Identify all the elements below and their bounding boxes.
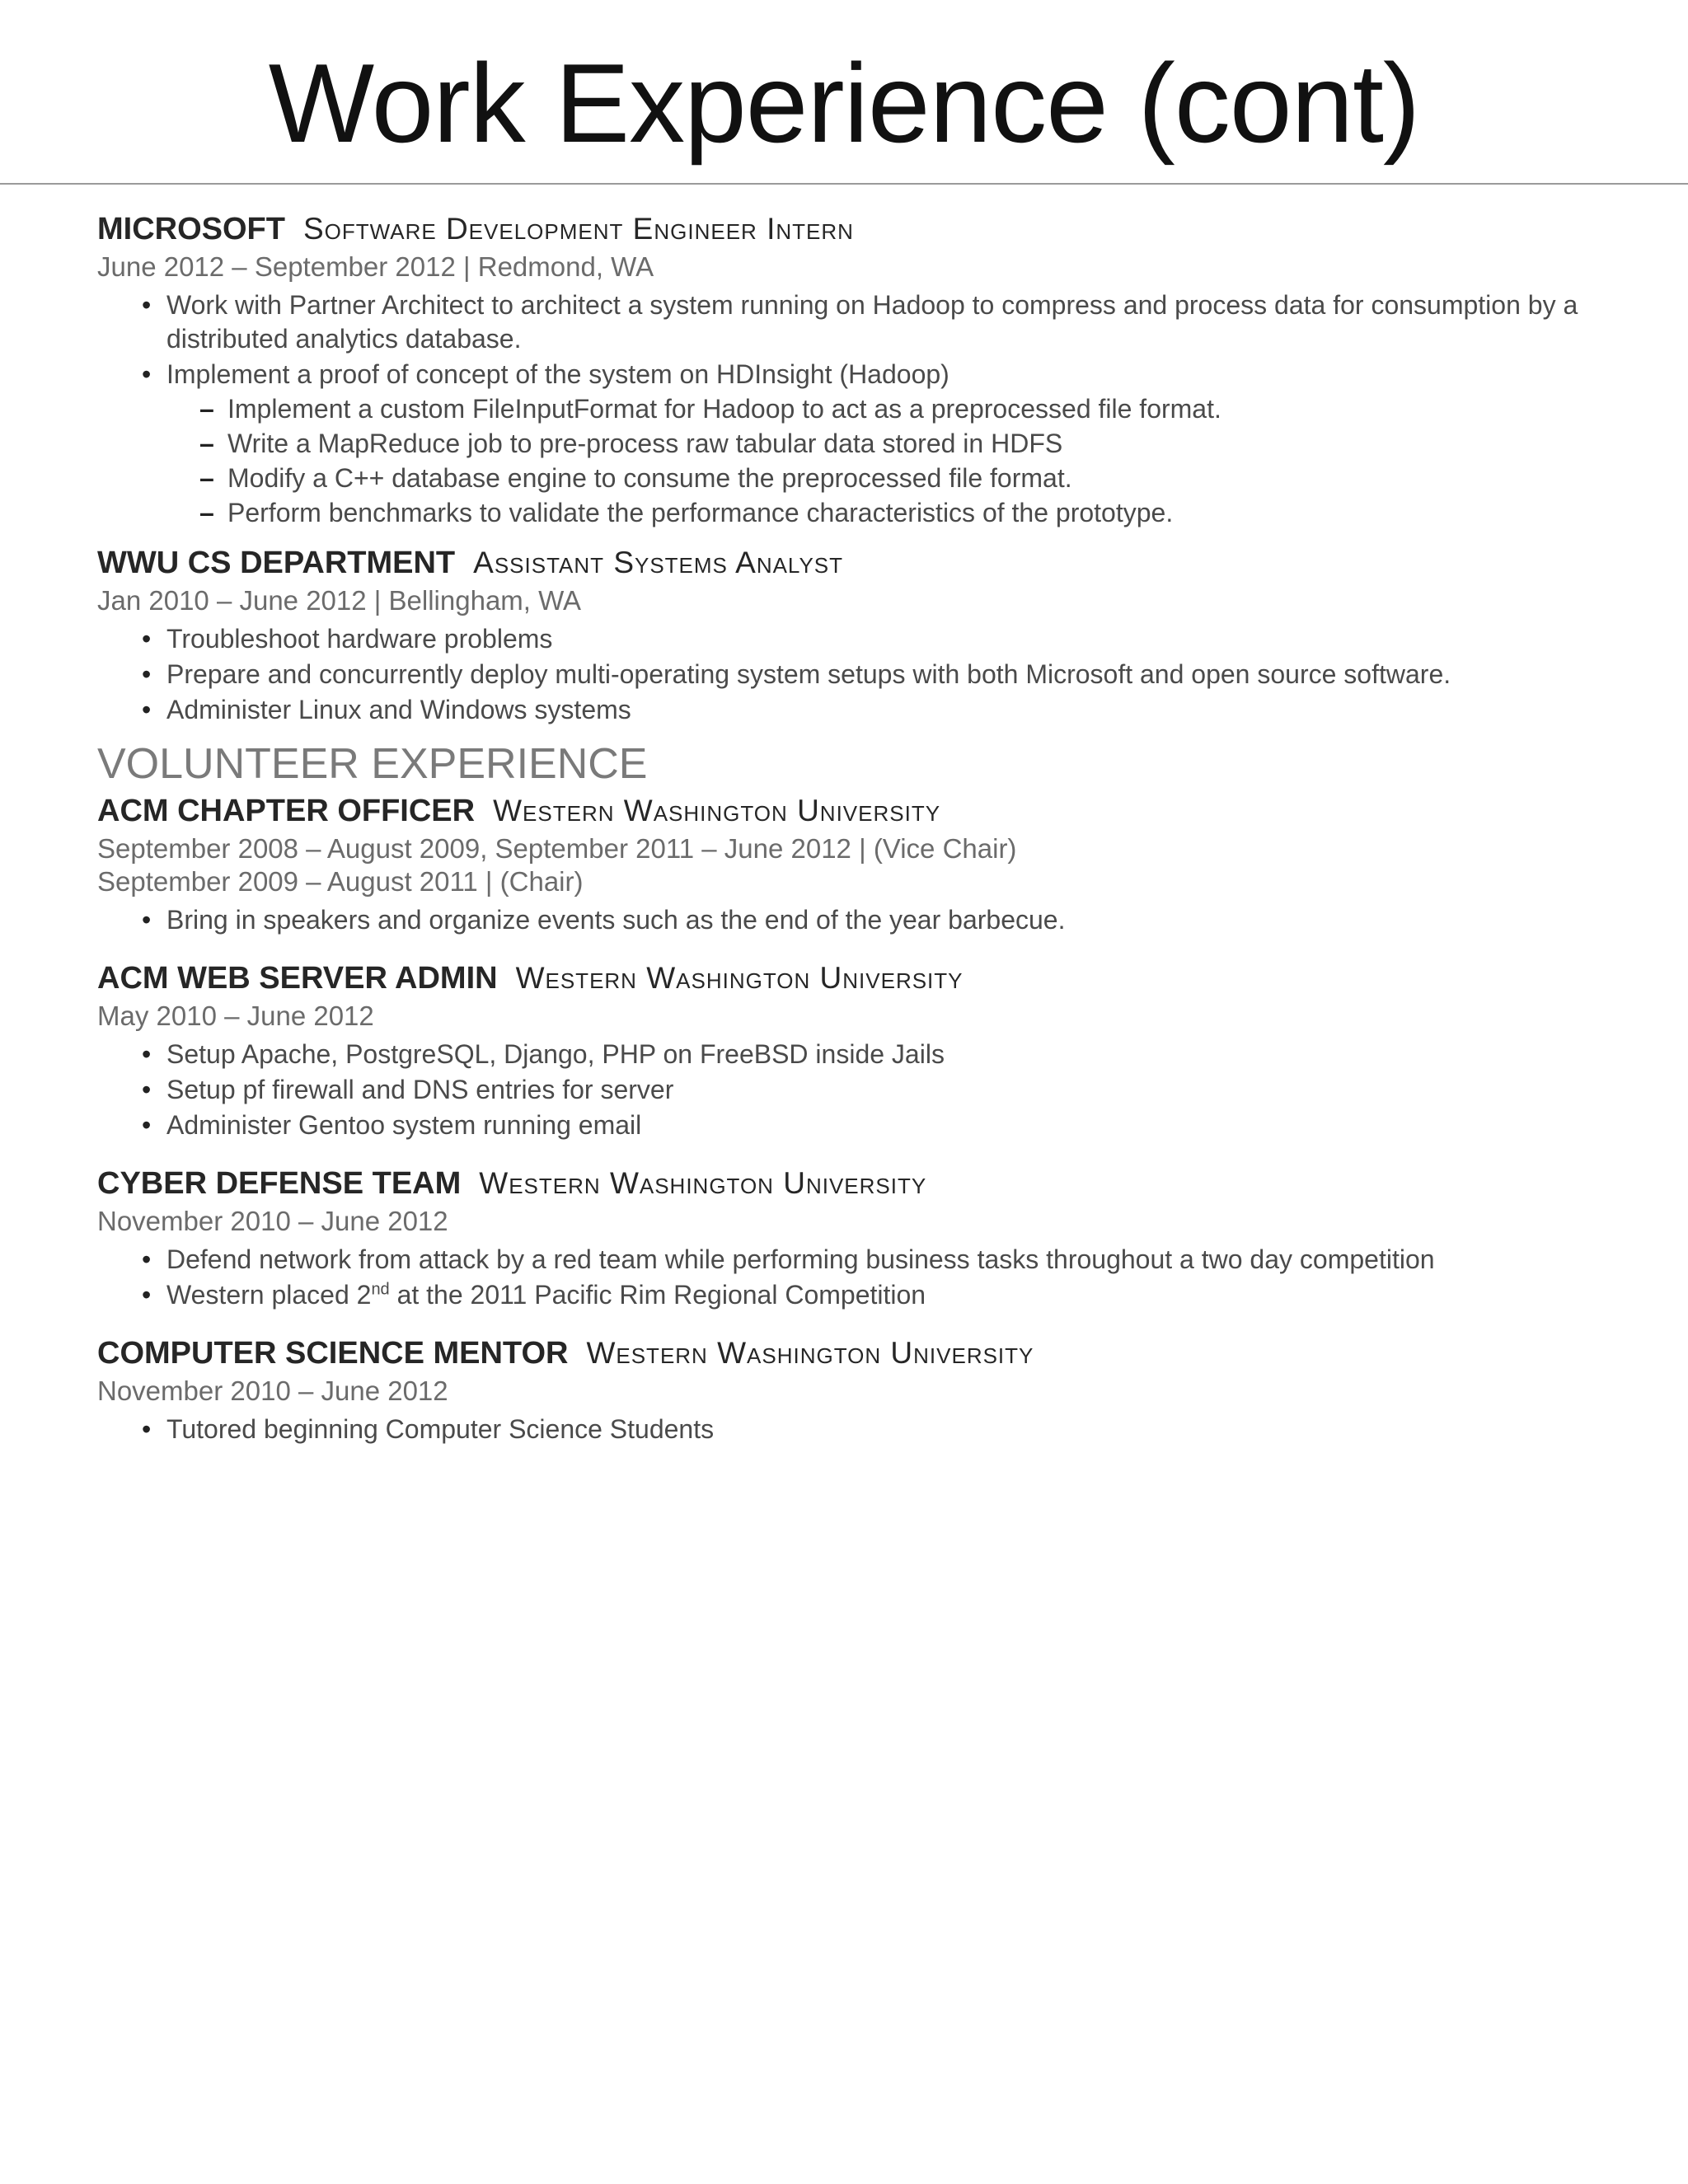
list-item	[142, 1038, 1597, 1071]
entry-header	[97, 208, 1597, 251]
bullet-text: Prepare and concurrently deploy multi-operating system setups with both Microsoft and open source software.	[166, 659, 1451, 689]
role-title: Assistant Systems Analyst	[473, 546, 844, 579]
bullet-icon: •	[142, 1110, 152, 1140]
entry-header	[97, 957, 1597, 1000]
entry-header	[97, 1332, 1597, 1375]
bullet-text: Setup pf firewall and DNS entries for server	[166, 1075, 674, 1104]
bullet-list	[97, 1038, 1597, 1142]
resume-content	[97, 208, 1597, 1458]
sub-bullet-text: Write a MapReduce job to pre-process raw tabular data stored in HDFS	[227, 429, 1063, 458]
organization-name: ACM WEB SERVER ADMIN	[97, 961, 498, 996]
bullet-list	[97, 1243, 1597, 1312]
entry-dates-location: June 2012 – September 2012 | Redmond, WA	[97, 251, 654, 282]
list-item	[142, 1413, 1597, 1446]
entry-dates: May 2010 – June 2012	[97, 1001, 374, 1031]
bullet-icon: •	[142, 1075, 152, 1104]
bullet-icon: •	[142, 905, 152, 935]
role-title: Western Washington University	[479, 1166, 927, 1200]
list-item	[142, 1073, 1597, 1107]
bullet-icon: •	[142, 1414, 152, 1444]
organization-name: CYBER DEFENSE TEAM	[97, 1166, 462, 1201]
list-item	[142, 903, 1597, 937]
list-item	[142, 1108, 1597, 1142]
bullet-icon: •	[142, 659, 152, 689]
list-item	[142, 658, 1597, 691]
sub-bullet-list	[166, 391, 1597, 530]
volunteer-entry-acm-web-admin	[97, 957, 1597, 1142]
volunteer-entry-acm-officer	[97, 790, 1597, 937]
entry-dates-location: Jan 2010 – June 2012 | Bellingham, WA	[97, 585, 582, 616]
list-item	[142, 1278, 1597, 1312]
volunteer-entry-cs-mentor	[97, 1332, 1597, 1446]
sub-bullet-text: Modify a C++ database engine to consume the preprocessed file format.	[227, 463, 1072, 493]
page-title: Work Experience (cont)	[268, 40, 1420, 166]
entry-dates: September 2008 – August 2009, September 2011 – June 2012 | (Vice Chair)	[97, 833, 1017, 864]
bullet-text: Administer Linux and Windows systems	[166, 695, 631, 724]
organization-name: MICROSOFT	[97, 212, 285, 246]
entry-dates: September 2009 – August 2011 | (Chair)	[97, 866, 584, 897]
bullet-icon: •	[142, 1039, 152, 1069]
list-item	[142, 358, 1597, 530]
bullet-icon: •	[142, 624, 152, 654]
sub-bullet-text: Implement a custom FileInputFormat for Hadoop to act as a preprocessed file format.	[227, 394, 1221, 424]
list-item	[142, 288, 1597, 356]
bullet-text-post: at the 2011 Pacific Rim Regional Competition	[389, 1280, 926, 1310]
dash-icon: –	[199, 498, 214, 527]
entry-dates: November 2010 – June 2012	[97, 1206, 448, 1236]
sub-list-item	[199, 426, 1597, 461]
entry-header	[97, 790, 1597, 832]
organization-name: WWU CS DEPARTMENT	[97, 546, 456, 580]
bullet-text-pre: Western placed 2	[166, 1280, 372, 1310]
role-title: Western Washington University	[586, 1336, 1034, 1370]
bullet-icon: •	[142, 290, 152, 320]
bullet-icon: •	[142, 359, 152, 389]
sub-list-item	[199, 495, 1597, 530]
dash-icon: –	[199, 429, 214, 458]
ordinal-suffix: nd	[371, 1280, 390, 1299]
bullet-text: Bring in speakers and organize events such as the end of the year barbecue.	[166, 905, 1066, 935]
bullet-icon: •	[142, 1280, 152, 1310]
list-item	[142, 1243, 1597, 1277]
entry-header	[97, 1162, 1597, 1205]
sub-list-item	[199, 391, 1597, 426]
dash-icon: –	[199, 463, 214, 493]
bullet-list	[97, 288, 1597, 530]
bullet-text: Administer Gentoo system running email	[166, 1110, 642, 1140]
work-entry-microsoft	[97, 208, 1597, 530]
bullet-text: Defend network from attack by a red team while performing business tasks throughout a two day competition	[166, 1244, 1435, 1274]
bullet-text: Setup Apache, PostgreSQL, Django, PHP on FreeBSD inside Jails	[166, 1039, 945, 1069]
bullet-text: Implement a proof of concept of the system on HDInsight (Hadoop)	[166, 359, 950, 389]
bullet-icon: •	[142, 1244, 152, 1274]
entry-dates: November 2010 – June 2012	[97, 1376, 448, 1406]
list-item	[142, 693, 1597, 727]
dash-icon: –	[199, 394, 214, 424]
bullet-text: Troubleshoot hardware problems	[166, 624, 553, 654]
role-title: Western Washington University	[493, 794, 941, 827]
role-title: Software Development Engineer Intern	[302, 212, 854, 246]
list-item	[142, 622, 1597, 656]
work-entry-wwu-cs	[97, 541, 1597, 727]
section-heading-volunteer: VOLUNTEER EXPERIENCE	[97, 740, 648, 788]
bullet-text: Work with Partner Architect to architect a system running on Hadoop to compress and process data for consumption by a distributed analytics database.	[166, 290, 1578, 354]
organization-name: COMPUTER SCIENCE MENTOR	[97, 1336, 569, 1371]
entry-header	[97, 541, 1597, 584]
volunteer-entry-cyber-defense	[97, 1162, 1597, 1312]
role-title: Western Washington University	[515, 961, 964, 995]
bullet-list	[97, 903, 1597, 937]
organization-name: ACM CHAPTER OFFICER	[97, 794, 476, 828]
bullet-list	[97, 1413, 1597, 1446]
bullet-icon: •	[142, 695, 152, 724]
bullet-text: Tutored beginning Computer Science Students	[166, 1414, 715, 1444]
sub-list-item	[199, 461, 1597, 495]
sub-bullet-text: Perform benchmarks to validate the performance characteristics of the prototype.	[227, 498, 1174, 527]
bullet-list	[97, 622, 1597, 727]
title-divider	[0, 183, 1688, 185]
